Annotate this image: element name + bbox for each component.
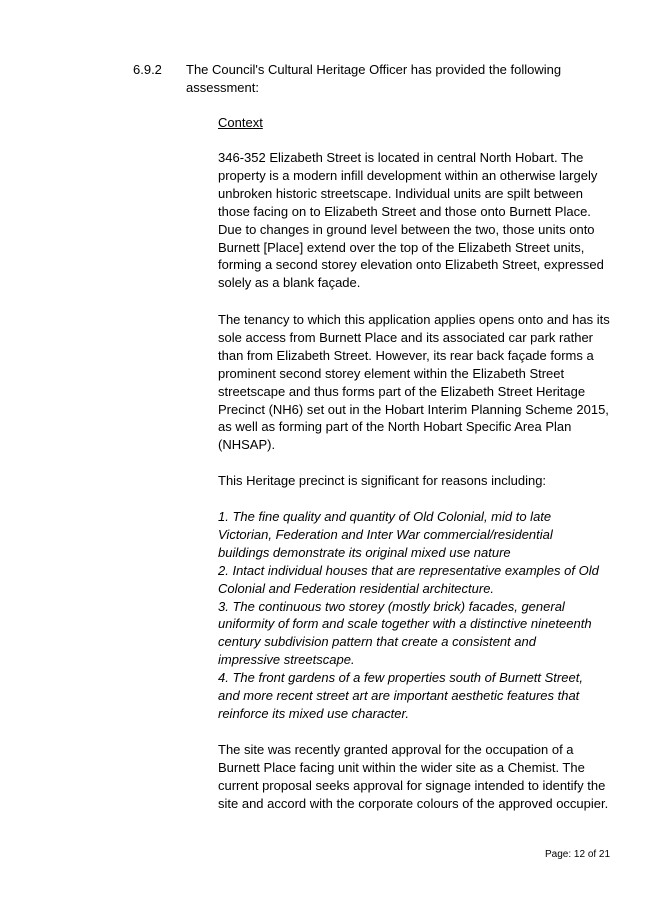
- reason-line: uniformity of form and scale together with a distinctive nineteenth: [218, 616, 592, 632]
- reason-line: 2. Intact individual houses that are representative examples of Old: [218, 562, 599, 578]
- reason-line: 1. The fine quality and quantity of Old Colonial, mid to late: [218, 509, 552, 524]
- section-intro: [186, 61, 586, 97]
- reason-line: 3. The continuous two storey (mostly brick) facades, general: [218, 598, 565, 614]
- paragraph-line: unbroken historic streetscape. Individual units are spilt between: [218, 185, 583, 201]
- reason-line: Colonial and Federation residential architecture.: [218, 580, 495, 596]
- reason-line: buildings demonstrate its original mixed use nature: [218, 544, 511, 560]
- paragraph-line: This Heritage precinct is significant for reasons including:: [218, 473, 547, 488]
- section-number: 6.9.2: [133, 62, 162, 77]
- paragraph-tenancy: [218, 311, 618, 454]
- paragraph-line: Precinct (NH6) set out in the Hobart Interim Planning Scheme 2015,: [218, 401, 609, 417]
- paragraph-line: The tenancy to which this application applies opens onto and has its: [218, 312, 610, 327]
- paragraph-line: site and accord with the corporate colours of the approved occupier.: [218, 795, 609, 811]
- page-number: Page: 12 of 21: [545, 849, 611, 860]
- paragraph-line: than from Elizabeth Street. However, its rear back façade forms a: [218, 347, 594, 363]
- paragraph-line: Due to changes in ground level between the two, those units onto: [218, 221, 595, 237]
- reason-line: century subdivision pattern that create a consistent and: [218, 634, 536, 650]
- significance-reasons-list: [218, 508, 618, 723]
- paragraph-line: Burnett [Place] extend over the top of the Elizabeth Street units,: [218, 239, 585, 255]
- paragraph-line: sole access from Burnett Place and its associated car park rather: [218, 329, 594, 345]
- context-heading: Context: [218, 115, 263, 130]
- reason-line: reinforce its mixed use character.: [218, 705, 409, 721]
- paragraph-line: 346-352 Elizabeth Street is located in central North Hobart. The: [218, 150, 584, 165]
- paragraph-location: [218, 149, 618, 292]
- paragraph-line: those facing on to Elizabeth Street and those onto Burnett Place.: [218, 203, 591, 219]
- section-intro-line: The Council's Cultural Heritage Officer has provided the following: [186, 62, 562, 77]
- paragraph-line: current proposal seeks approval for signage intended to identify the: [218, 777, 606, 793]
- reason-line: Victorian, Federation and Inter War commercial/residential: [218, 526, 553, 542]
- paragraph-line: prominent second storey element within the Elizabeth Street: [218, 365, 565, 381]
- paragraph-line: The site was recently granted approval for the occupation of a: [218, 742, 574, 757]
- paragraph-line: streetscape and thus forms part of the Elizabeth Street Heritage: [218, 383, 586, 399]
- paragraph-line: solely as a blank façade.: [218, 275, 361, 291]
- reason-line: and more recent street art are important aesthetic features that: [218, 688, 580, 704]
- paragraph-approval: [218, 741, 618, 813]
- section-intro-line: assessment:: [186, 79, 259, 95]
- paragraph-line: Burnett Place facing unit within the wider site as a Chemist. The: [218, 759, 585, 775]
- paragraph-line: property is a modern infill development within an otherwise largely: [218, 167, 598, 183]
- reason-line: impressive streetscape.: [218, 652, 355, 668]
- paragraph-line: (NHSAP).: [218, 437, 276, 453]
- paragraph-line: forming a second storey elevation onto Elizabeth Street, expressed: [218, 257, 604, 273]
- paragraph-precinct-intro: [218, 472, 618, 490]
- reason-line: 4. The front gardens of a few properties south of Burnett Street,: [218, 670, 583, 686]
- paragraph-line: as well as forming part of the North Hobart Specific Area Plan: [218, 419, 572, 435]
